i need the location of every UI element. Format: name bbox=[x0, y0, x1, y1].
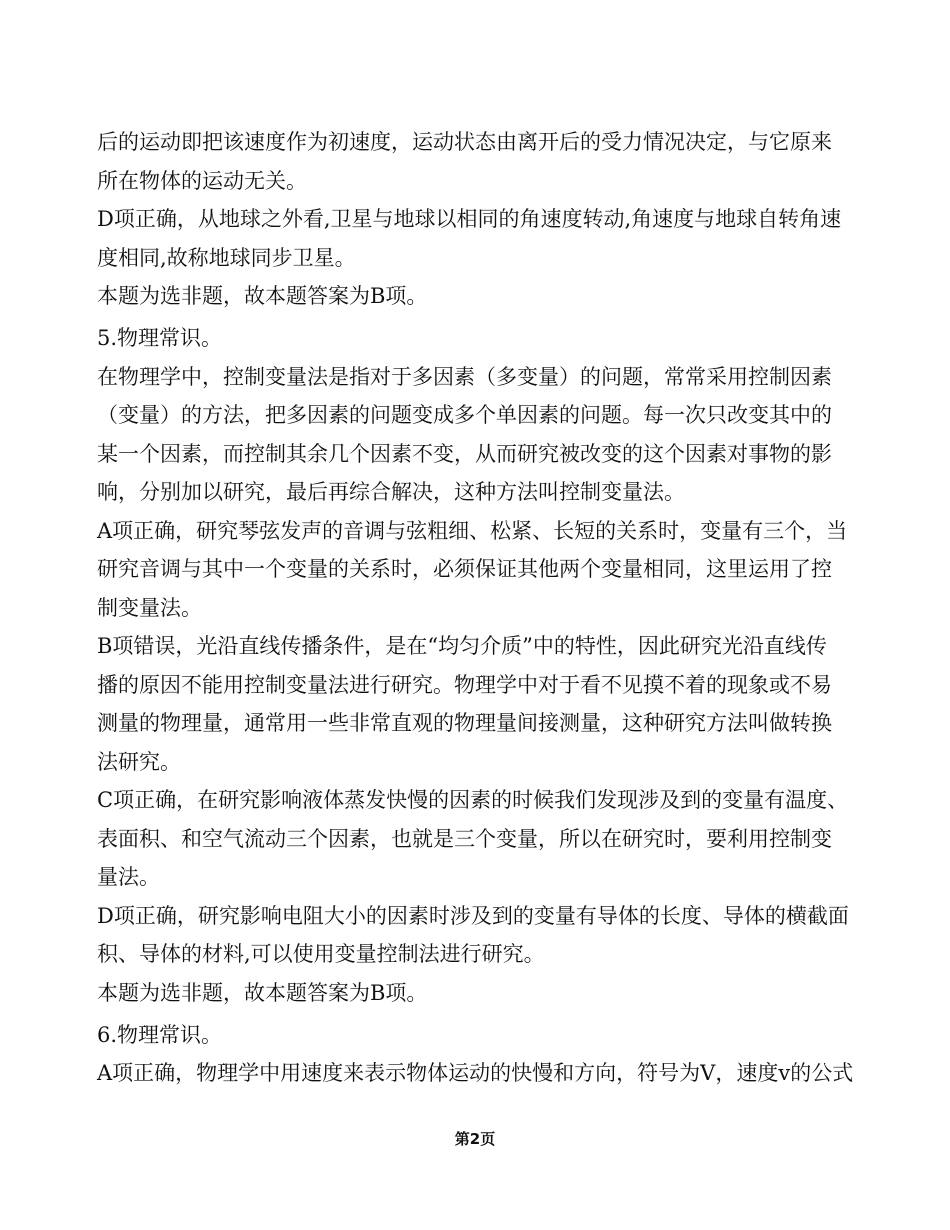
section-heading-5 bbox=[97, 323, 872, 353]
paragraph bbox=[97, 127, 872, 196]
text-line: 表面积、和空气流动三个因素，也就是三个变量，所以在研究时，要利用控制变 bbox=[97, 826, 832, 851]
paragraph bbox=[97, 785, 872, 892]
text-line: D项正确，研究影响电阻大小的因素时涉及到的变量有导体的长度、导体的横截面 bbox=[97, 903, 849, 928]
page-number: 第2页 bbox=[454, 1130, 496, 1148]
text-line: 本题为选非题，故本题答案为B项。 bbox=[97, 284, 428, 308]
text-line: 本题为选非题，故本题答案为B项。 bbox=[97, 980, 428, 1005]
text-line: D项正确，从地球之外看,卫星与地球以相同的角速度转动,角速度与地球自转角速 bbox=[97, 207, 842, 231]
text-line: 制变量法。 bbox=[97, 595, 202, 620]
text-line: 度相同,故称地球同步卫星。 bbox=[97, 245, 356, 270]
text-line: 某一个因素，而控制其余几个因素不变，从而研究被改变的这个因素对事物的影 bbox=[97, 441, 832, 466]
text-line: C项正确，在研究影响液体蒸发快慢的因素的时候我们发现涉及到的变量有温度、 bbox=[97, 788, 849, 812]
text-line: A项正确，物理学中用速度来表示物体运动的快慢和方向，符号为V，速度v的公式 bbox=[97, 1061, 854, 1085]
text-line: 测量的物理量，通常用一些非常直观的物理量间接测量，这种研究方法叫做转换 bbox=[97, 711, 832, 735]
paragraph bbox=[97, 1058, 872, 1088]
text-line: 所在物体的运动无关。 bbox=[97, 168, 307, 193]
paragraph bbox=[97, 362, 872, 508]
text-line: 6.物理常识。 bbox=[97, 1022, 223, 1047]
paragraph bbox=[97, 978, 872, 1008]
text-line: 积、导体的材料,可以使用变量控制法进行研究。 bbox=[97, 942, 545, 966]
text-line: 播的原因不能用控制变量法进行研究。物理学中对于看不见摸不着的现象或不易 bbox=[97, 672, 832, 697]
paragraph bbox=[97, 516, 872, 623]
paragraph bbox=[97, 204, 872, 273]
text-line: A项正确，研究琴弦发声的音调与弦粗细、松紧、长短的关系时，变量有三个，当 bbox=[97, 518, 848, 543]
text-line: 后的运动即把该速度作为初速度，运动状态由离开后的受力情况决定，与它原来 bbox=[97, 130, 832, 154]
text-line: 法研究。 bbox=[97, 749, 181, 774]
paragraph bbox=[97, 281, 872, 311]
text-line: （变量）的方法，把多因素的问题变成多个单因素的问题。每一次只改变其中的 bbox=[97, 403, 832, 427]
text-line: 5.物理常识。 bbox=[97, 326, 223, 350]
text-line: 量法。 bbox=[97, 865, 160, 889]
paragraph bbox=[97, 631, 872, 777]
section-heading-6 bbox=[97, 1020, 872, 1050]
text-line: 研究音调与其中一个变量的关系时，必须保证其他两个变量相同，这里运用了控 bbox=[97, 557, 832, 581]
text-line: 响，分别加以研究，最后再综合解决，这种方法叫控制变量法。 bbox=[97, 480, 685, 504]
text-line: B项错误，光沿直线传播条件，是在“均匀介质”中的特性，因此研究光沿直线传 bbox=[97, 634, 827, 658]
document-body bbox=[97, 127, 872, 1097]
text-line: 在物理学中，控制变量法是指对于多因素（多变量）的问题，常常采用控制因素 bbox=[97, 364, 832, 389]
paragraph bbox=[97, 901, 872, 970]
